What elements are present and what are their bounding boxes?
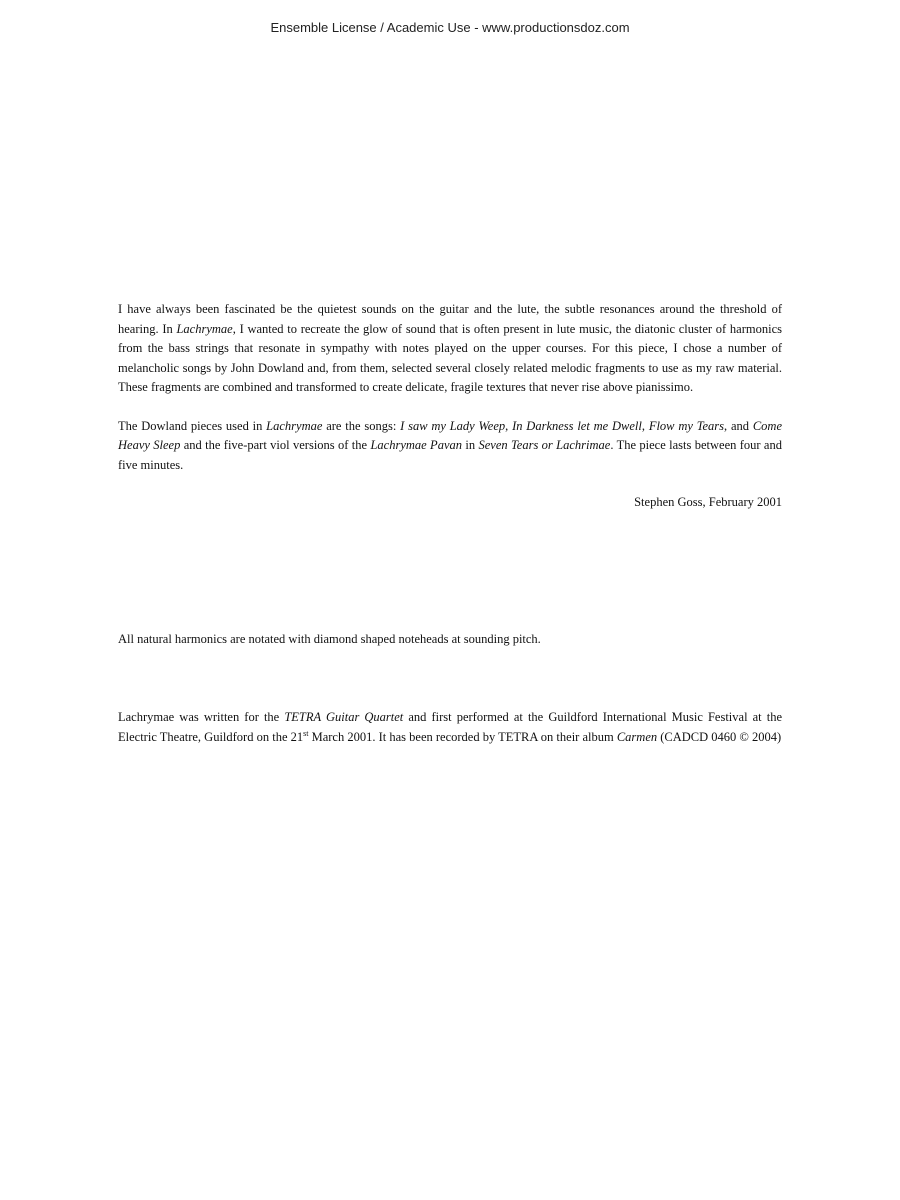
program-note xyxy=(118,300,782,744)
intro-text-1: I have always been fascinated be the quietest sounds on the guitar and the lute, the subtle resonances around the threshold of hearing. In xyxy=(118,302,782,336)
license-header: Ensemble License / Academic Use - www.productionsdoz.com xyxy=(270,20,630,35)
premiere-text-1: Lachrymae was written for the xyxy=(118,710,285,724)
premiere-text-4: (CADCD 0460 © 2004) xyxy=(657,729,782,744)
song-i-saw-my-lady-weep: I saw my Lady Weep xyxy=(400,418,506,433)
sources-text-4: , xyxy=(641,418,649,433)
intro-paragraph xyxy=(118,300,782,398)
sources-text-7: in xyxy=(462,438,479,452)
intro-title-lachrymae: Lachrymae xyxy=(176,321,233,336)
notation-note: All natural harmonics are notated with diamond shaped noteheads at sounding pitch. xyxy=(118,632,541,646)
premiere-text-2: and first performed at the Guildford International Music Festival at the Electric Theatre, Guildford on the 21 xyxy=(118,710,782,744)
sources-text-5: , and xyxy=(724,418,753,433)
song-in-darkness: In Darkness let me Dwell xyxy=(512,418,642,433)
work-seven-tears: Seven Tears or Lachrimae xyxy=(478,438,611,452)
sources-text-8: . The piece lasts between four and five minutes. xyxy=(118,438,782,472)
sources-text-3: , xyxy=(505,418,513,433)
sources-text-1: The Dowland pieces used in xyxy=(118,418,267,433)
intro-text-2: , I wanted to recreate the glow of sound that is often present in lute music, the diatonic cluster of harmonics from the bass strings that resonate in sympathy with notes played on the upper courses. For this piece, I chose a number of melancholic songs by John Dowland and, from them, selected several closely related melodic fragments to use as my raw material. These fragments are combined and transformed to create delicate, fragile textures that never rise above pianissimo. xyxy=(118,321,782,394)
premiere-ordinal: st xyxy=(303,728,309,738)
premiere-text-3: March 2001. It has been recorded by TETRA on their album xyxy=(308,729,617,744)
premiere-album: Carmen xyxy=(616,729,658,744)
sources-text-2: are the songs: xyxy=(322,418,401,433)
premiere-paragraph xyxy=(118,708,782,747)
sources-text-6: and the five-part viol versions of the xyxy=(180,438,371,452)
premiere-ensemble: TETRA Guitar Quartet xyxy=(284,710,404,724)
song-flow-my-tears: Flow my Tears xyxy=(648,418,725,433)
author-signature: Stephen Goss, February 2001 xyxy=(634,495,782,509)
song-come-heavy-sleep: Come Heavy Sleep xyxy=(118,418,782,452)
sources-title-lachrymae: Lachrymae xyxy=(266,418,323,433)
work-lachrymae-pavan: Lachrymae Pavan xyxy=(370,438,462,452)
sources-paragraph xyxy=(118,417,782,476)
